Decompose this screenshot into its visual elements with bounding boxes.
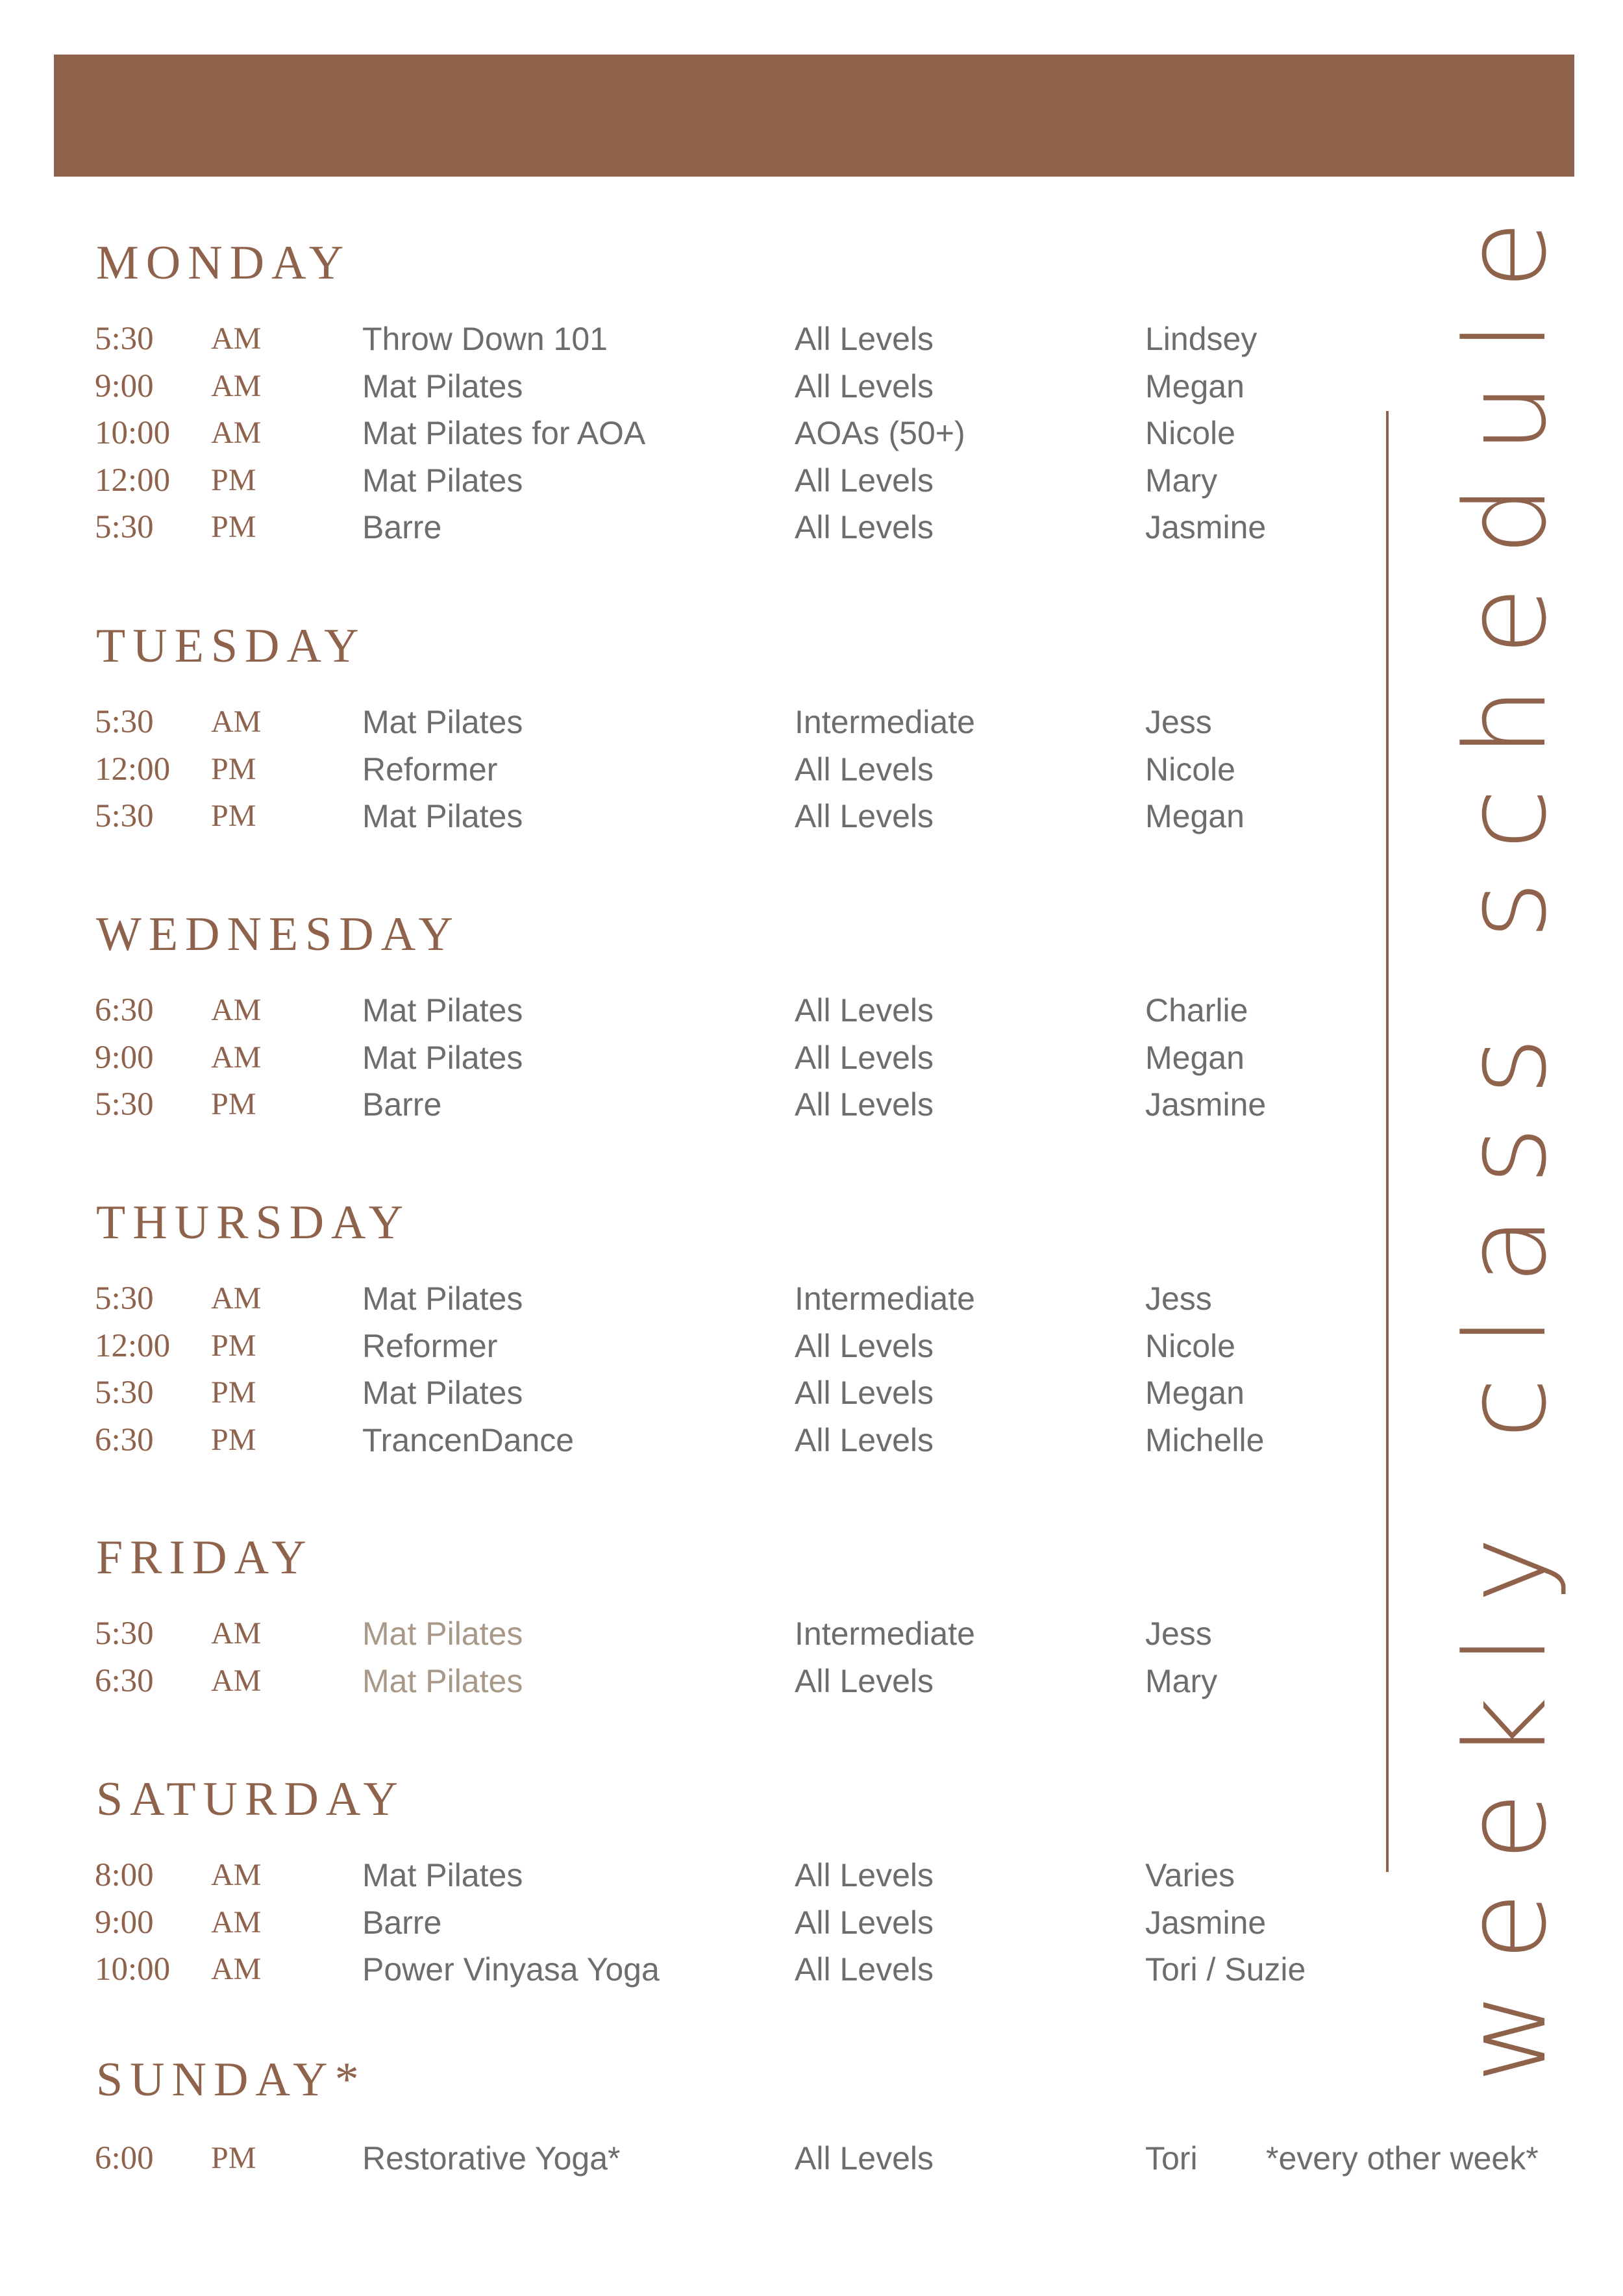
- class-name: Mat Pilates: [362, 1662, 523, 1699]
- class-instructor: Megan: [1145, 1039, 1245, 1076]
- class-level: AOAs (50+): [795, 415, 965, 451]
- class-time: 5:30: [95, 1375, 154, 1411]
- class-row: [0, 1899, 1623, 1946]
- class-level: All Levels: [795, 751, 934, 788]
- class-level: All Levels: [795, 321, 934, 357]
- class-name: Mat Pilates: [362, 368, 523, 405]
- class-instructor: Jasmine: [1145, 1086, 1267, 1123]
- class-level: All Levels: [795, 1951, 934, 1988]
- class-ampm: PM: [211, 1375, 256, 1410]
- class-instructor: Jasmine: [1145, 1904, 1267, 1941]
- class-time: 9:00: [95, 368, 154, 405]
- class-row: [0, 1946, 1623, 1993]
- footnote: *every other week*: [1266, 2140, 1539, 2177]
- class-ampm: AM: [211, 1281, 262, 1316]
- class-time: 12:00: [95, 751, 171, 788]
- class-name: Reformer: [362, 1327, 498, 1364]
- class-ampm: AM: [211, 321, 262, 356]
- class-name: Mat Pilates: [362, 1039, 523, 1076]
- class-ampm: PM: [211, 1087, 256, 1121]
- class-name: Reformer: [362, 751, 498, 788]
- class-name: Barre: [362, 509, 442, 545]
- class-level: All Levels: [795, 462, 934, 499]
- class-name: Mat Pilates: [362, 462, 523, 499]
- class-instructor: Mary: [1145, 462, 1218, 499]
- class-level: All Levels: [795, 368, 934, 405]
- class-ampm: PM: [211, 1422, 256, 1457]
- class-name: Barre: [362, 1904, 442, 1941]
- class-ampm: PM: [211, 751, 256, 786]
- class-name: Mat Pilates: [362, 798, 523, 834]
- class-name: Restorative Yoga*: [362, 2140, 621, 2177]
- class-row: [0, 793, 1623, 840]
- class-time: 5:30: [95, 1086, 154, 1123]
- class-level: All Levels: [795, 1662, 934, 1699]
- class-ampm: AM: [211, 368, 262, 403]
- class-instructor: Jess: [1145, 1616, 1212, 1652]
- class-ampm: AM: [211, 705, 262, 739]
- class-ampm: PM: [211, 2141, 256, 2175]
- class-ampm: AM: [211, 1616, 262, 1651]
- class-name: TrancenDance: [362, 1421, 575, 1458]
- class-instructor: Charlie: [1145, 992, 1248, 1029]
- class-instructor: Lindsey: [1145, 321, 1258, 357]
- class-level: All Levels: [795, 1857, 934, 1893]
- day-heading: SATURDAY: [96, 1773, 405, 1826]
- class-row: [0, 746, 1623, 793]
- class-instructor: Nicole: [1145, 751, 1235, 788]
- class-level: All Levels: [795, 509, 934, 545]
- class-row: [0, 987, 1623, 1034]
- class-row: [0, 457, 1623, 504]
- class-row: [0, 1658, 1623, 1704]
- class-level: Intermediate: [795, 704, 975, 740]
- class-instructor: Mary: [1145, 1662, 1218, 1699]
- class-level: All Levels: [795, 798, 934, 834]
- class-time: 5:30: [95, 509, 154, 545]
- class-time: 8:00: [95, 1857, 154, 1893]
- class-time: 6:30: [95, 992, 154, 1029]
- class-level: All Levels: [795, 1421, 934, 1458]
- class-row: [0, 410, 1623, 456]
- class-name: Power Vinyasa Yoga: [362, 1951, 660, 1988]
- class-time: 5:30: [95, 704, 154, 740]
- class-ampm: PM: [211, 462, 256, 497]
- class-instructor: Michelle: [1145, 1421, 1265, 1458]
- class-ampm: PM: [211, 510, 256, 544]
- class-row: [0, 1081, 1623, 1128]
- class-time: 5:30: [95, 1280, 154, 1317]
- class-level: All Levels: [795, 1375, 934, 1411]
- class-instructor: Jasmine: [1145, 509, 1267, 545]
- class-ampm: AM: [211, 1952, 262, 1986]
- class-row: [0, 1417, 1623, 1464]
- day-heading: SUNDAY*: [96, 2053, 366, 2106]
- class-level: All Levels: [795, 1327, 934, 1364]
- class-time: 10:00: [95, 415, 171, 451]
- class-ampm: AM: [211, 1858, 262, 1892]
- day-heading: WEDNESDAY: [96, 908, 460, 961]
- class-ampm: AM: [211, 416, 262, 450]
- class-name: Mat Pilates for AOA: [362, 415, 646, 451]
- class-time: 5:30: [95, 1616, 154, 1652]
- class-instructor: Jess: [1145, 704, 1212, 740]
- class-level: All Levels: [795, 2140, 934, 2177]
- class-row: [0, 363, 1623, 410]
- class-ampm: PM: [211, 799, 256, 833]
- class-instructor: Nicole: [1145, 415, 1235, 451]
- class-time: 6:30: [95, 1421, 154, 1458]
- class-row: [0, 1034, 1623, 1081]
- class-row: [0, 316, 1623, 362]
- class-instructor: Varies: [1145, 1857, 1235, 1893]
- class-time: 12:00: [95, 1327, 171, 1364]
- class-level: All Levels: [795, 1904, 934, 1941]
- class-row: [0, 699, 1623, 745]
- class-level: All Levels: [795, 1086, 934, 1123]
- class-name: Mat Pilates: [362, 1375, 523, 1411]
- class-row: [0, 1369, 1623, 1416]
- class-ampm: PM: [211, 1328, 256, 1363]
- day-heading: TUESDAY: [96, 619, 366, 673]
- class-time: 9:00: [95, 1039, 154, 1076]
- class-instructor: Tori: [1145, 2140, 1198, 2177]
- class-instructor: Megan: [1145, 368, 1245, 405]
- class-instructor: Nicole: [1145, 1327, 1235, 1364]
- vertical-divider: [1386, 411, 1389, 1872]
- class-time: 9:00: [95, 1904, 154, 1941]
- class-name: Mat Pilates: [362, 1616, 523, 1652]
- class-name: Throw Down 101: [362, 321, 608, 357]
- class-ampm: AM: [211, 993, 262, 1027]
- class-instructor: Tori / Suzie: [1145, 1951, 1306, 1988]
- class-instructor: Jess: [1145, 1280, 1212, 1317]
- class-level: Intermediate: [795, 1616, 975, 1652]
- class-time: 5:30: [95, 798, 154, 834]
- class-row: [0, 1323, 1623, 1369]
- class-ampm: AM: [211, 1904, 262, 1940]
- class-time: 5:30: [95, 321, 154, 357]
- class-time: 6:30: [95, 1662, 154, 1699]
- class-time: 10:00: [95, 1951, 171, 1988]
- day-heading: THURSDAY: [96, 1196, 411, 1249]
- class-row: [0, 1275, 1623, 1322]
- class-row: [0, 1610, 1623, 1657]
- class-level: Intermediate: [795, 1280, 975, 1317]
- class-level: All Levels: [795, 992, 934, 1029]
- class-ampm: AM: [211, 1663, 262, 1698]
- class-ampm: AM: [211, 1040, 262, 1075]
- class-time: 6:00: [95, 2140, 154, 2177]
- class-name: Mat Pilates: [362, 1857, 523, 1893]
- side-title: weekly class schedule: [1441, 189, 1571, 2084]
- class-name: Barre: [362, 1086, 442, 1123]
- class-name: Mat Pilates: [362, 704, 523, 740]
- day-heading: MONDAY: [96, 236, 351, 290]
- class-name: Mat Pilates: [362, 992, 523, 1029]
- class-instructor: Megan: [1145, 1375, 1245, 1411]
- class-time: 12:00: [95, 462, 171, 499]
- class-row: [0, 1852, 1623, 1899]
- class-level: All Levels: [795, 1039, 934, 1076]
- class-row: [0, 504, 1623, 551]
- class-instructor: Megan: [1145, 798, 1245, 834]
- day-heading: FRIDAY: [96, 1531, 314, 1584]
- class-name: Mat Pilates: [362, 1280, 523, 1317]
